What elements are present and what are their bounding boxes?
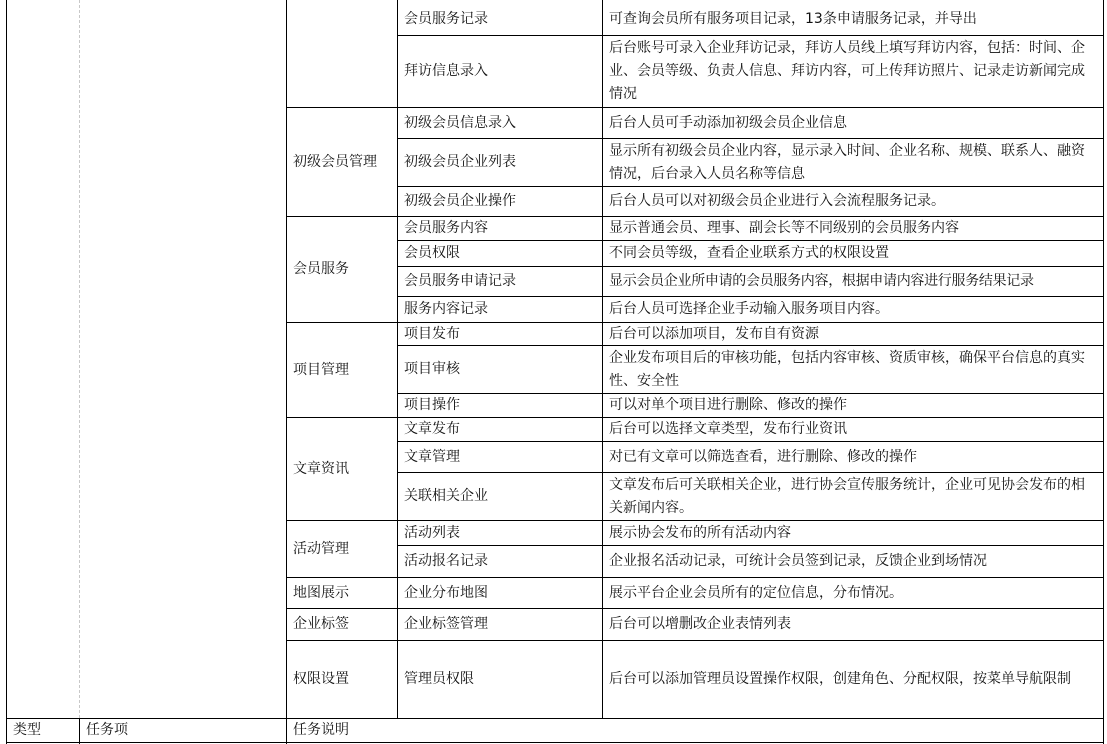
task-cell [398, 323, 602, 345]
desc-text: 企业发布项目后的审核功能，包括内容审核、资质审核，确保平台信息的真实性、安全性 [609, 349, 1085, 389]
desc-cell [603, 241, 1100, 266]
task-label: 项目审核 [404, 361, 460, 377]
group-cell [287, 578, 397, 608]
task-label: 文章发布 [404, 421, 460, 437]
desc-text: 后台人员可选择企业手动输入服务项目内容。 [609, 301, 889, 317]
group-label: 文章资讯 [293, 460, 349, 477]
desc-text: 显示普通会员、理事、副会长等不同级别的会员服务内容 [609, 220, 959, 236]
desc-cell [603, 418, 1100, 441]
task-cell [398, 394, 602, 417]
task-label: 活动列表 [404, 524, 460, 541]
task-label: 会员服务记录 [404, 11, 488, 27]
group-label: 权限设置 [293, 671, 349, 687]
desc-text: 后台可以选择文章类型，发布行业资讯 [609, 421, 847, 437]
task-label: 关联相关企业 [404, 488, 488, 504]
desc-text: 后台可以增删改企业表情列表 [609, 616, 791, 632]
desc-text: 对已有文章可以筛选查看，进行删除、修改的操作 [609, 448, 917, 465]
task-cell [398, 521, 602, 545]
desc-cell [603, 394, 1100, 417]
task-cell [398, 36, 602, 107]
group-cell [287, 641, 397, 718]
task-cell [398, 578, 602, 608]
task-label: 活动报名记录 [404, 553, 488, 569]
group-cell [287, 323, 397, 417]
desc-text: 后台可以添加管理员设置操作权限，创建角色、分配权限，按菜单导航限制 [609, 671, 1071, 687]
task-cell [398, 241, 602, 266]
desc-text: 展示平台企业会员所有的定位信息，分布情况。 [609, 584, 903, 601]
desc-cell [603, 187, 1100, 216]
desc-cell [603, 217, 1100, 240]
task-label: 项目发布 [404, 325, 460, 342]
desc-text: 展示协会发布的所有活动内容 [609, 524, 791, 541]
desc-text: 后台可以添加项目，发布自有资源 [609, 325, 819, 342]
group-cell [287, 521, 397, 577]
task-label: 服务内容记录 [404, 301, 488, 317]
task-label: 初级会员企业列表 [404, 154, 516, 170]
desc-cell [603, 4, 1100, 35]
task-cell [398, 641, 602, 718]
header-task [80, 719, 286, 742]
task-cell [398, 418, 602, 441]
table-border-right [1103, 0, 1104, 744]
group-label: 项目管理 [293, 361, 349, 378]
desc-cell [603, 641, 1100, 718]
task-cell [398, 217, 602, 240]
task-label: 项目操作 [404, 397, 460, 413]
task-cell [398, 297, 602, 322]
task-cell [398, 609, 602, 640]
group-cell [287, 418, 397, 520]
desc-text: 显示会员企业所申请的会员服务内容，根据申请内容进行服务结果记录 [609, 273, 1034, 289]
task-label: 企业标签管理 [404, 616, 488, 632]
group-label: 会员服务 [293, 261, 349, 277]
dashed-guide [79, 0, 80, 718]
group-label: 企业标签 [293, 616, 349, 632]
task-label: 拜访信息录入 [404, 63, 488, 79]
desc-text: 文章发布后可关联相关企业，进行协会宣传服务统计，企业可见协会发布的相关新闻内容。 [609, 476, 1085, 516]
task-cell [398, 473, 602, 520]
group-label: 活动管理 [293, 540, 349, 557]
desc-cell [603, 609, 1100, 640]
desc-text: 可以对单个项目进行删除、修改的操作 [609, 397, 847, 413]
desc-text: 后台人员可以对初级会员企业进行入会流程服务记录。 [609, 193, 945, 209]
desc-cell [603, 108, 1100, 138]
desc-text: 企业报名活动记录，可统计会员签到记录，反馈企业到场情况 [609, 553, 987, 569]
task-label: 会员权限 [404, 245, 460, 261]
desc-text: 显示所有初级会员企业内容，显示录入时间、企业名称、规模、联系人、融资情况，后台录入人员名称等信息 [609, 142, 1085, 182]
desc-text: 不同会员等级，查看企业联系方式的权限设置 [609, 245, 889, 261]
header-type-label: 类型 [13, 722, 41, 738]
task-cell [398, 4, 602, 35]
desc-cell [603, 578, 1100, 608]
desc-cell [603, 442, 1100, 472]
task-cell [398, 346, 602, 393]
task-cell [398, 442, 602, 472]
task-label: 会员服务内容 [404, 220, 488, 236]
desc-text: 后台账号可录入企业拜访记录，拜访人员线上填写拜访内容，包括：时间、企业、会员等级、负责人信息、拜访内容，可上传拜访照片、记录走访新闻完成情况 [609, 40, 1085, 102]
task-cell [398, 108, 602, 138]
group-label: 地图展示 [293, 584, 349, 601]
group-label: 初级会员管理 [293, 153, 377, 170]
header-desc [287, 719, 1103, 742]
group-cell [287, 217, 397, 322]
task-label: 会员服务申请记录 [404, 273, 516, 289]
task-label: 初级会员信息录入 [404, 114, 516, 131]
task-cell [398, 139, 602, 186]
task-cell [398, 267, 602, 296]
desc-text: 后台人员可手动添加初级会员企业信息 [609, 114, 847, 131]
desc-cell [603, 267, 1100, 296]
desc-cell [603, 139, 1100, 186]
desc-cell [603, 297, 1100, 322]
task-cell [398, 187, 602, 216]
desc-cell [603, 36, 1100, 107]
task-label: 初级会员企业操作 [404, 193, 516, 209]
task-label: 企业分布地图 [404, 584, 488, 601]
desc-cell [603, 323, 1100, 345]
task-label: 管理员权限 [404, 671, 474, 687]
desc-cell [603, 546, 1100, 577]
desc-text: 可查询会员所有服务项目记录，13条申请服务记录，并导出 [609, 11, 977, 27]
desc-cell [603, 521, 1100, 545]
header-desc-label: 任务说明 [293, 722, 349, 738]
table-border-left [6, 0, 7, 744]
desc-cell [603, 346, 1100, 393]
desc-cell [603, 473, 1100, 520]
header-task-label: 任务项 [86, 722, 128, 738]
task-cell [398, 546, 602, 577]
task-label: 文章管理 [404, 448, 460, 465]
group-cell [287, 108, 397, 216]
table-border-bottom [6, 742, 1104, 743]
group-cell [287, 609, 397, 640]
header-type [7, 719, 79, 742]
